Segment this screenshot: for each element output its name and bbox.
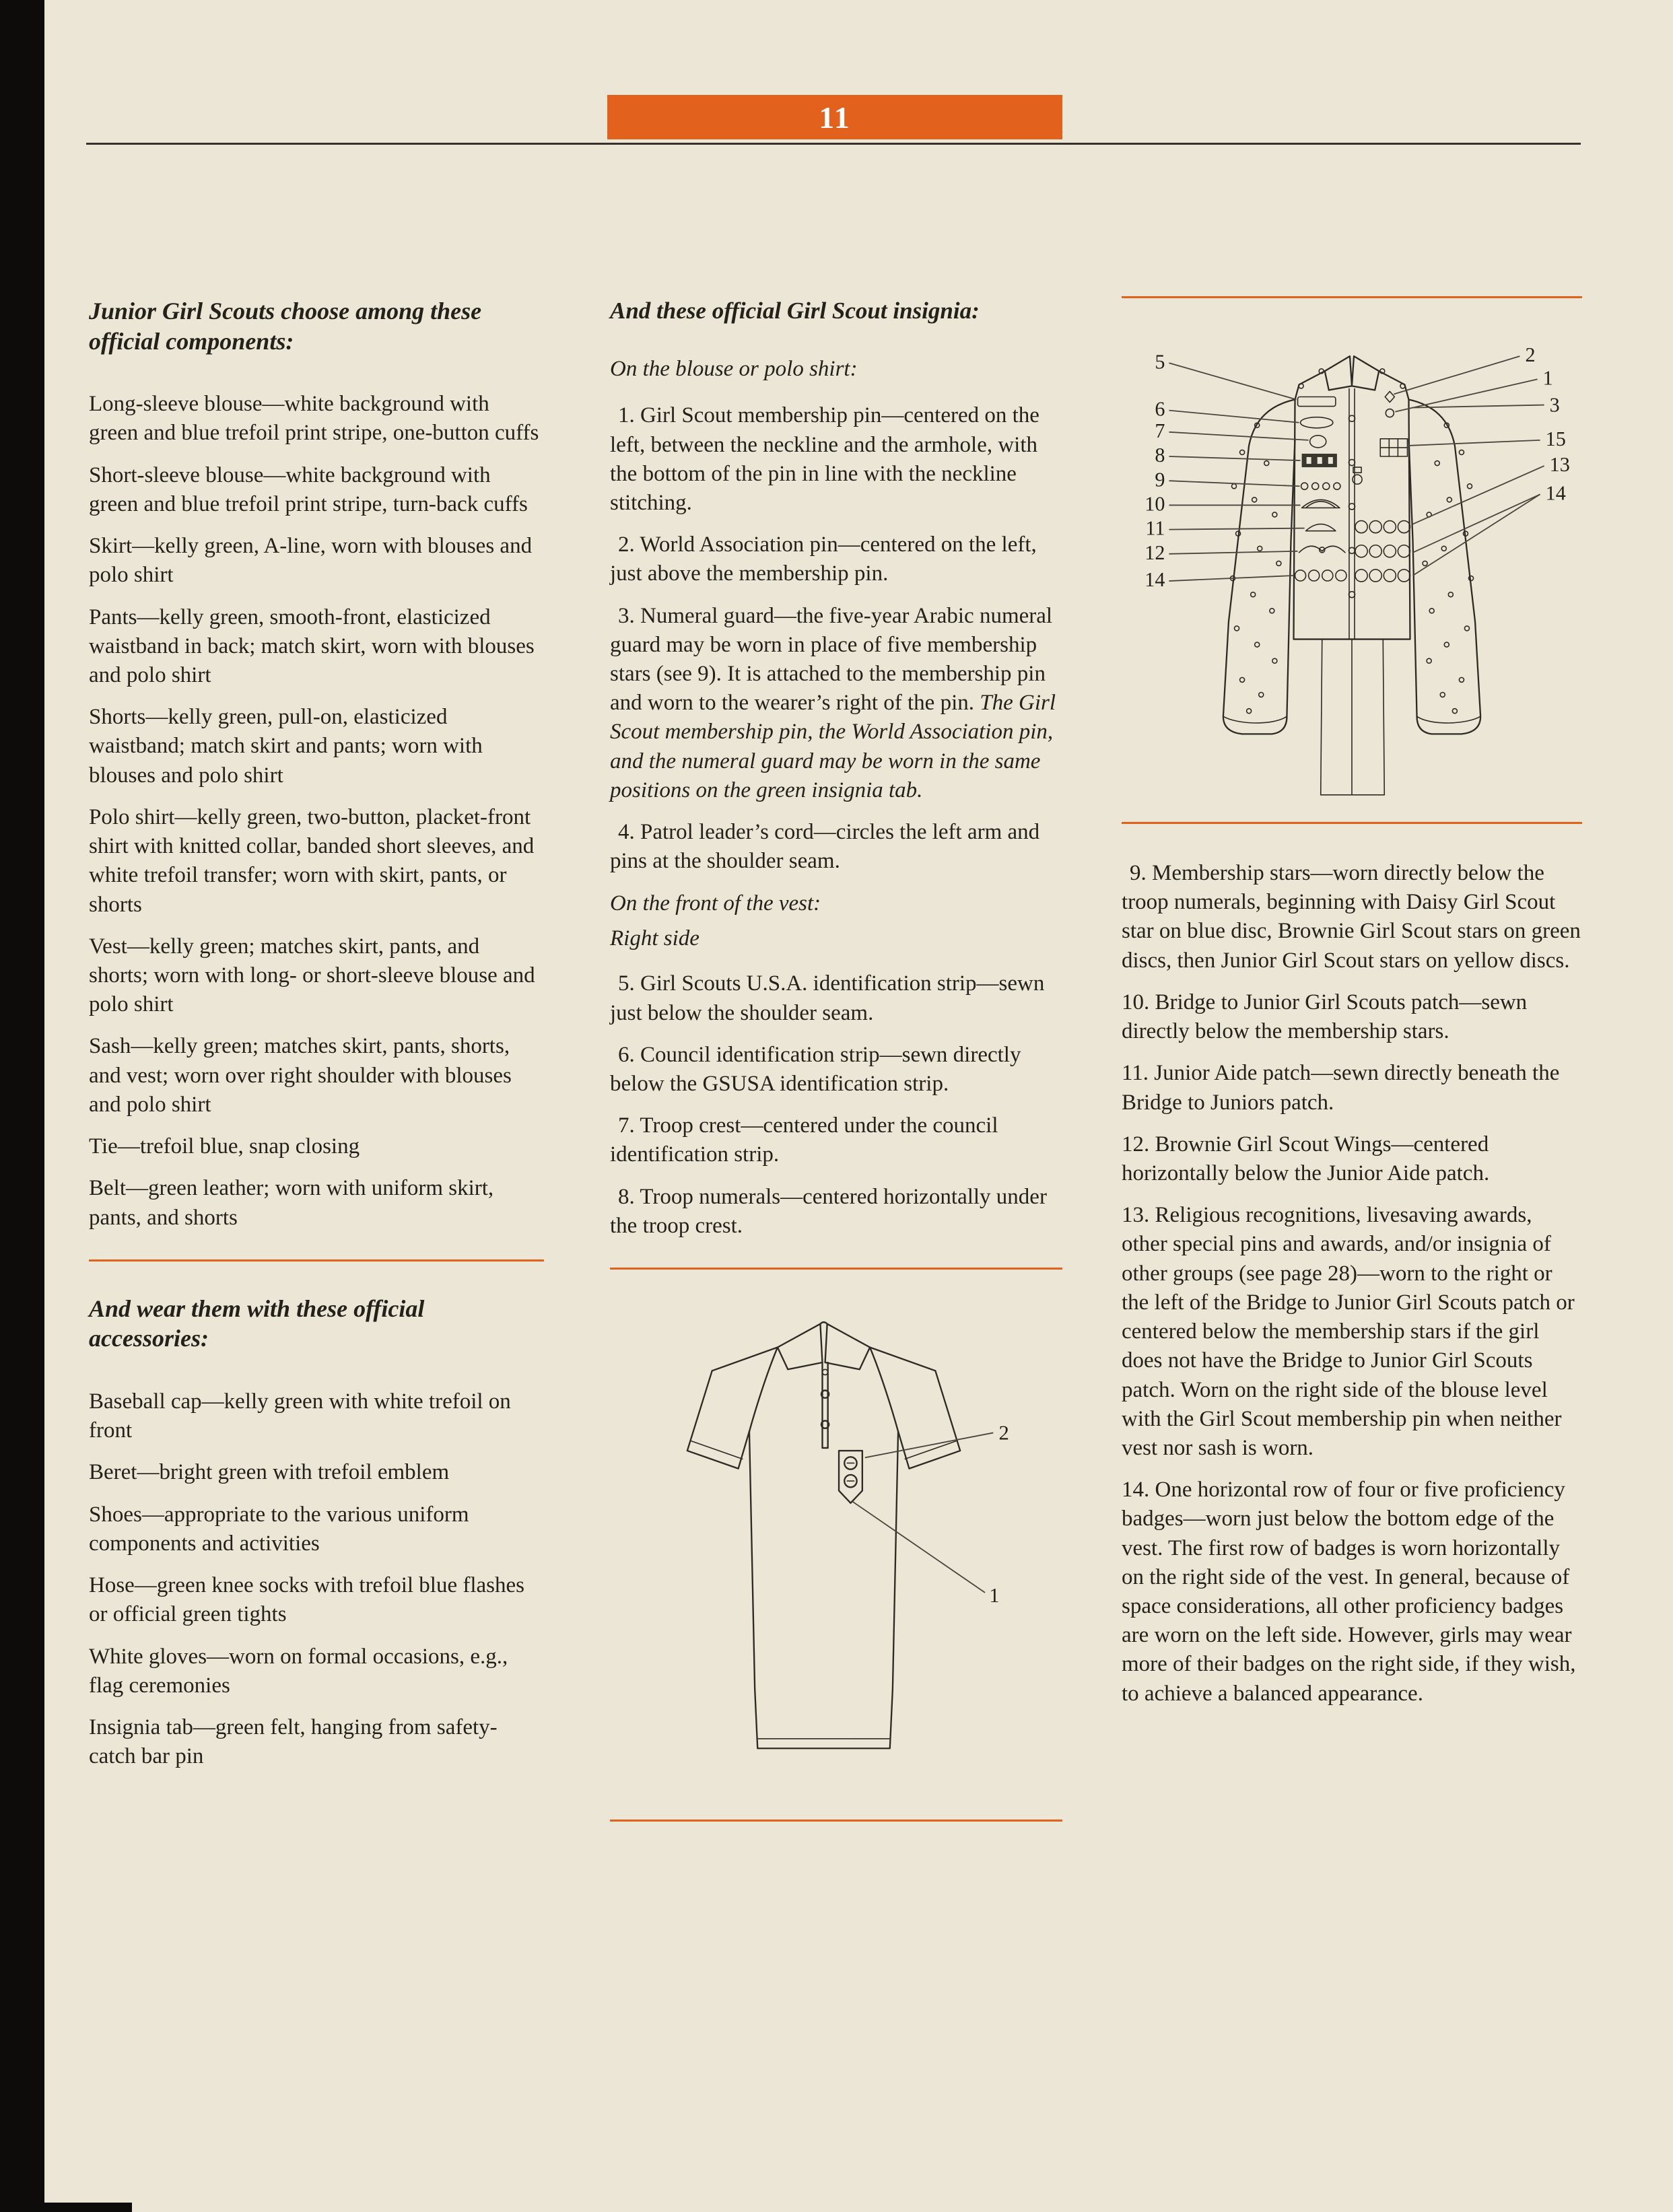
troop-crest [1310, 436, 1326, 448]
bridge-to-juniors-patch [1302, 499, 1340, 508]
accessory-item: White gloves—worn on formal occasions, e.g., flag ceremonies [89, 1644, 508, 1698]
scan-corner-mark [44, 2203, 132, 2212]
section-divider [1122, 296, 1582, 298]
component-item: Long-sleeve blouse—white background with green and blue trefoil print stripe, one-button cuffs [89, 392, 539, 446]
component-item: Short-sleeve blouse—white background with green and blue trefoil print stripe, turn-back cuffs [89, 462, 528, 516]
callout-number: 3 [1549, 393, 1560, 417]
special-patch-grid [1380, 439, 1407, 456]
callout-line [1408, 440, 1540, 446]
callout-number: 9 [1155, 468, 1165, 491]
vest-detail-item-14: 14. One horizontal row of four or five proficiency badges—worn just below the bottom edge of the vest. The first row of badges is worn horizontally on the right side of the vest. In general, because of space considerations, all other proficiency badges are worn on the left side. However, girls may wear more of their badges on the right side, if they wish, to achieve a balanced appearance. [1122, 1478, 1576, 1706]
proficiency-badge-grid [1355, 521, 1410, 582]
callout-number: 2 [998, 1421, 1009, 1445]
accessory-item: Insignia tab—green felt, hanging from safety-catch bar pin [89, 1715, 498, 1769]
component-item: Tie—trefoil blue, snap closing [89, 1134, 360, 1159]
insignia-item-2: 2. World Association pin—centered on the left, just above the membership pin. [610, 532, 1037, 586]
accessories-heading: And wear them with these official accessories: [89, 1294, 425, 1352]
award-medal [1353, 475, 1362, 484]
membership-stars [1301, 483, 1340, 489]
vest-button [1348, 547, 1355, 553]
polo-shoulder-right [870, 1348, 935, 1371]
component-item: Sash—kelly green; matches skirt, pants, shorts, and vest; worn over right shoulder with blouses and polo shirt [89, 1034, 512, 1117]
callout-number: 7 [1155, 419, 1165, 442]
junior-aide-patch [1306, 524, 1336, 531]
uniform-blouse-vest-illustration [1122, 337, 1582, 811]
polo-shirt-drawing [687, 1322, 960, 1748]
insignia-item-3-text: 3. Numeral guard—the five-year Arabic numeral guard may be worn in place of five membership stars (see 9). It is attached to the membership pin and worn to the wearer’s right of the pin. [610, 603, 1053, 716]
collar-left [1325, 356, 1352, 390]
column-vest-details [1122, 296, 1582, 1721]
polo-sleeve-band-left [691, 1441, 743, 1459]
vest-detail-item-11: 11. Junior Aide patch—sewn directly beneath the Bridge to Juniors patch. [1122, 1061, 1560, 1115]
callout-line [1169, 411, 1299, 423]
callout-line [1169, 363, 1296, 399]
vest-detail-item-13: 13. Religious recognitions, livesaving awards, other special pins and awards, and/or insignia of other groups (see page 28)—worn to the right or the left of the Bridge to Junior Girl Scouts patch or centered below the membership stars if the girl does not have the Bridge to Junior Girl Scouts patch. Worn on the right side of the blouse level with the Girl Scout membership pin when neither vest nor sash is worn. [1122, 1203, 1575, 1460]
insignia-item-8: 8. Troop numerals—centered horizontally under the troop crest. [610, 1184, 1047, 1238]
polo-armhole-right [870, 1348, 898, 1432]
callout-number: 6 [1155, 397, 1165, 421]
callout-number: 8 [1155, 444, 1165, 467]
vest-placket [1349, 388, 1355, 639]
callout-number: 1 [989, 1584, 1000, 1608]
callout-number: 10 [1145, 492, 1165, 516]
polo-body [749, 1431, 898, 1748]
component-item: Shorts—kelly green, pull-on, elasticized waistband; match skirt and pants; worn with blouses and polo shirt [89, 705, 483, 788]
blouse-subheading: On the blouse or polo shirt: [610, 357, 858, 382]
callout-line [1169, 551, 1297, 554]
insignia-item-7: 7. Troop crest—centered under the council identification strip. [610, 1113, 998, 1167]
sleeve-left [1223, 400, 1295, 734]
header-rule [86, 143, 1581, 145]
accessory-item: Baseball cap—kelly green with white trefoil on front [89, 1389, 511, 1443]
insignia-item-6: 6. Council identification strip—sewn directly below the GSUSA identification strip. [610, 1042, 1021, 1096]
section-divider [610, 1268, 1062, 1270]
insignia-item-3 [610, 602, 1062, 806]
gsusa-identification-strip [1298, 397, 1336, 407]
insignia-item-3-italic: The Girl Scout membership pin, the World Association pin, and the numeral guard may be worn in the same positions on the green insignia tab. [610, 691, 1056, 802]
polo-shirt-illustration [610, 1303, 1065, 1799]
vest-body [1294, 400, 1410, 640]
component-item: Vest—kelly green; matches skirt, pants, and shorts; worn with long- or short-sleeve blouse and polo shirt [89, 934, 535, 1017]
polo-collar-button [822, 1369, 827, 1375]
components-heading: Junior Girl Scouts choose among these official components: [89, 298, 482, 355]
callout-line [1412, 405, 1544, 408]
callout-line [1169, 481, 1299, 486]
section-divider [1122, 822, 1582, 824]
component-item: Skirt—kelly green, A-line, worn with blouses and polo shirt [89, 534, 533, 588]
right-chest-insignia [1355, 391, 1410, 582]
insignia-item-1: 1. Girl Scout membership pin—centered on the left, between the neckline and the armhole, with the bottom of the pin in line with the neckline stitching. [610, 403, 1039, 515]
callout-number: 14 [1545, 481, 1566, 505]
callout-line [865, 1433, 993, 1458]
callout-line [1413, 466, 1544, 524]
badge-row-left [1295, 570, 1346, 581]
accessory-item: Hose—green knee socks with trefoil blue flashes or official green tights [89, 1573, 524, 1627]
vest-button [1348, 460, 1355, 466]
insignia-heading: And these official Girl Scout insignia: [610, 298, 980, 324]
callout-number: 1 [1542, 366, 1553, 390]
vest-front-subheading: On the front of the vest: [610, 891, 821, 915]
polo-sleeve-right [898, 1371, 960, 1468]
collar-right [1352, 356, 1379, 390]
column-components [89, 296, 544, 1784]
callout-number: 13 [1549, 453, 1570, 477]
column-insignia [610, 296, 1062, 1822]
council-identification-strip [1301, 417, 1333, 428]
page-number: 11 [819, 100, 851, 135]
book-spine-shadow [0, 0, 44, 2212]
callout-line [1394, 356, 1520, 394]
callout-line [1169, 456, 1300, 460]
polo-sleeve-left [687, 1371, 749, 1468]
vest-button [1348, 504, 1355, 510]
vest-button [1348, 592, 1355, 598]
callout-line [853, 1502, 986, 1593]
skirt-lines [1321, 640, 1385, 795]
component-item: Polo shirt—kelly green, two-button, placket-front shirt with knitted collar, banded short sleeves, and white trefoil transfer; worn with skirt, pants, or shorts [89, 804, 535, 917]
callout-number: 14 [1145, 568, 1165, 592]
vest-detail-item-9: 9. Membership stars—worn directly below the troop numerals, beginning with Daisy Girl Scout star on blue disc, Brownie Girl Scout stars on green discs, then Junior Girl Scout stars on yellow discs. [1122, 861, 1581, 973]
callout-line [1169, 528, 1304, 530]
callout-number: 12 [1145, 541, 1165, 564]
component-item: Belt—green leather; worn with uniform skirt, pants, and shorts [89, 1176, 494, 1230]
component-item: Pants—kelly green, smooth-front, elasticized waistband in back; match skirt, worn with blouses and polo shirt [89, 604, 535, 687]
membership-pin [1386, 409, 1394, 417]
polo-neck-seam [820, 1322, 827, 1324]
trefoil-print-dots-right [1380, 369, 1474, 714]
vest-button [1348, 415, 1355, 421]
polo-collar-left [778, 1324, 823, 1370]
accessory-item: Shoes—appropriate to the various uniform components and activities [89, 1502, 469, 1556]
callout-number: 11 [1145, 516, 1165, 540]
vest-detail-item-12: 12. Brownie Girl Scout Wings—centered horizontally below the Junior Aide patch. [1122, 1132, 1490, 1185]
callout-number: 5 [1155, 350, 1165, 374]
cuff-right [1417, 716, 1481, 723]
cuff-left [1223, 716, 1287, 723]
polo-armhole-left [749, 1348, 778, 1432]
section-divider [89, 1259, 544, 1261]
uniform-drawing [1223, 356, 1480, 795]
polo-sleeve-band-right [905, 1441, 956, 1459]
insignia-item-4: 4. Patrol leader’s cord—circles the left arm and pins at the shoulder seam. [610, 820, 1040, 874]
polo-collar-right [825, 1324, 870, 1370]
polo-shoulder-left [712, 1348, 778, 1371]
callout-number: 2 [1525, 343, 1536, 367]
section-divider [610, 1820, 1062, 1822]
callout-line [1413, 494, 1540, 552]
world-association-pin [1385, 391, 1394, 402]
insignia-item-5: 5. Girl Scouts U.S.A. identification strip—sewn just below the shoulder seam. [610, 971, 1045, 1025]
callout-line [1413, 494, 1540, 576]
insignia-tab [839, 1451, 862, 1503]
pin-detail [847, 1463, 854, 1482]
vest-detail-item-10: 10. Bridge to Junior Girl Scouts patch—sewn directly below the membership stars. [1122, 990, 1528, 1044]
vest-side-label: Right side [610, 926, 699, 951]
callout-line [1169, 432, 1308, 440]
shoulder-left [1295, 371, 1325, 399]
callout-number: 15 [1545, 427, 1566, 450]
accessory-item: Beret—bright green with trefoil emblem [89, 1460, 450, 1485]
page-number-banner [607, 95, 1062, 139]
sleeve-right [1408, 400, 1480, 734]
